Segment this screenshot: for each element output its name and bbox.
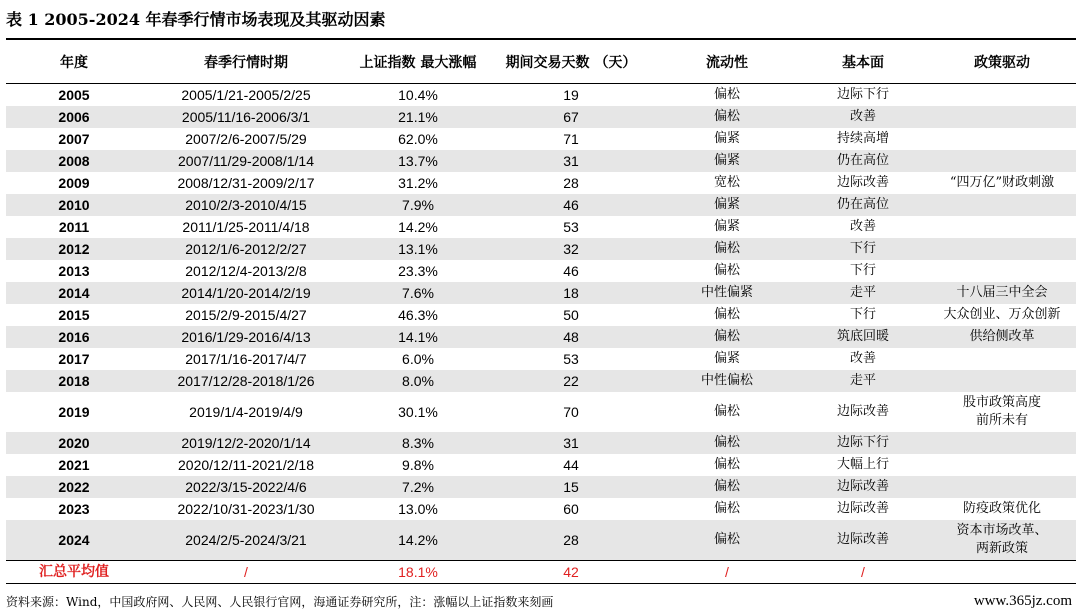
cell-policy <box>928 238 1076 260</box>
table-row <box>6 304 1076 326</box>
cell-days: 67 <box>486 106 656 128</box>
cell-policy <box>928 432 1076 454</box>
table-row <box>6 282 1076 304</box>
source-note: 资料来源：Wind，中国政府网、人民网、人民银行官网，海通证券研究所，注：涨幅以上证指数来刻画 <box>6 595 554 609</box>
cell-rise: 30.1% <box>398 404 438 420</box>
table-row <box>6 172 1076 194</box>
cell-period: 2011/1/25-2011/4/18 <box>182 219 310 235</box>
cell-period: 2007/11/29-2008/1/14 <box>142 150 350 172</box>
cell-policy-line2: 前所未有 <box>975 413 1028 428</box>
cell-policy <box>928 106 1076 128</box>
summary-row <box>6 561 1076 584</box>
cell-year: 2007 <box>58 131 90 147</box>
cell-policy <box>928 260 1076 282</box>
cell-year: 2017 <box>58 351 90 367</box>
cell-rise: 10.4% <box>398 87 438 103</box>
cell-policy <box>928 392 1076 432</box>
cell-liquidity: 偏松 <box>713 307 740 322</box>
table-row <box>6 476 1076 498</box>
cell-days: 53 <box>563 219 579 235</box>
cell-year: 2022 <box>6 476 142 498</box>
cell-period: 2014/1/20-2014/2/19 <box>142 282 350 304</box>
header-fundamental: 基本面 <box>798 42 928 84</box>
cell-period: 2017/12/28-2018/1/26 <box>142 370 350 392</box>
cell-year: 2014 <box>6 282 142 304</box>
cell-fundamental: 筑底回暖 <box>798 326 928 348</box>
cell-year: 2021 <box>58 457 90 473</box>
table-row <box>6 454 1076 476</box>
cell-days: 44 <box>563 457 579 473</box>
cell-year: 2005 <box>58 87 90 103</box>
cell-period: 2022/10/31-2023/1/30 <box>177 501 315 517</box>
top-rule <box>6 38 1076 40</box>
cell-liquidity: 偏松 <box>713 404 740 419</box>
cell-rise: 31.2% <box>398 175 438 191</box>
cell-year: 2012 <box>6 238 142 260</box>
header-liquidity: 流动性 <box>656 42 798 84</box>
summary-rise: 18.1% <box>350 561 486 584</box>
cell-year: 2023 <box>58 501 90 517</box>
cell-days: 70 <box>563 404 579 420</box>
cell-fundamental: 下行 <box>849 307 876 322</box>
cell-fundamental: 边际改善 <box>798 520 928 561</box>
cell-policy-line1: 大众创业、万众创新 <box>943 307 1061 322</box>
cell-days: 28 <box>486 520 656 561</box>
cell-days: 22 <box>486 370 656 392</box>
cell-year: 2018 <box>6 370 142 392</box>
header-period: 春季行情时期 <box>142 42 350 84</box>
cell-year: 2020 <box>6 432 142 454</box>
table-row <box>6 432 1076 454</box>
cell-policy-line1: 资本市场改革、 <box>956 523 1048 538</box>
cell-liquidity: 宽松 <box>713 175 740 190</box>
table-row <box>6 326 1076 348</box>
cell-policy-line2: 两新政策 <box>975 541 1028 556</box>
cell-year: 2016 <box>6 326 142 348</box>
header-rise-line2: 最大涨幅 <box>420 54 477 71</box>
summary-label: 汇总平均值 <box>6 561 142 584</box>
cell-fundamental: 大幅上行 <box>836 457 889 472</box>
cell-policy <box>928 172 1076 194</box>
cell-days: 18 <box>486 282 656 304</box>
cell-period: 2007/2/6-2007/5/29 <box>185 131 307 147</box>
cell-fundamental: 边际改善 <box>798 476 928 498</box>
cell-period: 2022/3/15-2022/4/6 <box>142 476 350 498</box>
cell-rise: 8.3% <box>350 432 486 454</box>
cell-days: 31 <box>486 150 656 172</box>
cell-rise: 13.7% <box>350 150 486 172</box>
summary-liquidity: / <box>656 561 798 584</box>
cell-policy-line1: 供给侧改革 <box>969 329 1035 344</box>
cell-liquidity: 偏紧 <box>656 150 798 172</box>
cell-fundamental: 持续高增 <box>836 131 889 146</box>
cell-liquidity: 偏松 <box>656 432 798 454</box>
cell-period: 2015/2/9-2015/4/27 <box>185 307 307 323</box>
cell-days: 32 <box>486 238 656 260</box>
header-rise <box>350 42 486 84</box>
table-row <box>6 498 1076 520</box>
cell-fundamental: 仍在高位 <box>798 150 928 172</box>
cell-policy <box>928 348 1076 370</box>
cell-fundamental: 边际改善 <box>836 501 889 516</box>
cell-days: 46 <box>486 194 656 216</box>
table-row <box>6 260 1076 282</box>
cell-rise: 14.1% <box>350 326 486 348</box>
cell-period: 2005/1/21-2005/2/25 <box>181 87 311 103</box>
header-row <box>6 42 1076 84</box>
cell-policy-line1: 股市政策高度 <box>962 395 1041 410</box>
cell-policy <box>928 476 1076 498</box>
cell-rise: 7.6% <box>350 282 486 304</box>
header-rise-line1: 上证指数 <box>359 54 416 71</box>
cell-rise: 23.3% <box>398 263 438 279</box>
cell-period: 2017/1/16-2017/4/7 <box>185 351 307 367</box>
cell-rise: 46.3% <box>398 307 438 323</box>
cell-period: 2012/12/4-2013/2/8 <box>185 263 307 279</box>
cell-liquidity: 偏紧 <box>713 131 740 146</box>
cell-rise: 8.0% <box>350 370 486 392</box>
table-row <box>6 348 1076 370</box>
cell-policy <box>928 498 1076 520</box>
cell-year: 2009 <box>58 175 90 191</box>
cell-liquidity: 偏松 <box>656 238 798 260</box>
cell-period: 2016/1/29-2016/4/13 <box>142 326 350 348</box>
table-row <box>6 216 1076 238</box>
cell-fundamental: 边际下行 <box>798 432 928 454</box>
cell-fundamental: 边际改善 <box>836 175 889 190</box>
header-policy: 政策驱动 <box>928 42 1076 84</box>
cell-policy <box>928 194 1076 216</box>
table-row <box>6 370 1076 392</box>
cell-days: 31 <box>486 432 656 454</box>
cell-policy <box>928 128 1076 150</box>
cell-period: 2005/11/16-2006/3/1 <box>142 106 350 128</box>
cell-period: 2020/12/11-2021/2/18 <box>178 457 314 473</box>
cell-policy-line1: 防疫政策优化 <box>962 501 1041 516</box>
cell-rise: 9.8% <box>402 457 434 473</box>
cell-year: 2019 <box>58 404 90 420</box>
cell-policy <box>928 370 1076 392</box>
cell-days: 60 <box>563 501 579 517</box>
cell-liquidity: 偏松 <box>713 87 740 102</box>
cell-fundamental: 走平 <box>798 370 928 392</box>
cell-rise: 21.1% <box>350 106 486 128</box>
cell-period: 2012/1/6-2012/2/27 <box>142 238 350 260</box>
cell-policy <box>928 150 1076 172</box>
cell-policy <box>928 216 1076 238</box>
header-days <box>486 42 656 84</box>
cell-period: 2008/12/31-2009/2/17 <box>177 175 315 191</box>
cell-policy-line1: “四万亿”财政刺激 <box>949 175 1055 190</box>
table-row <box>6 150 1076 172</box>
cell-days: 28 <box>563 175 579 191</box>
cell-liquidity: 偏松 <box>656 476 798 498</box>
cell-policy <box>928 520 1076 561</box>
cell-fundamental: 走平 <box>798 282 928 304</box>
cell-days: 48 <box>486 326 656 348</box>
cell-year: 2011 <box>58 219 90 235</box>
cell-period: 2019/12/2-2020/1/14 <box>142 432 350 454</box>
cell-days: 19 <box>563 87 579 103</box>
cell-year: 2010 <box>6 194 142 216</box>
table-body <box>6 84 1076 584</box>
table-row <box>6 128 1076 150</box>
cell-rise: 13.1% <box>350 238 486 260</box>
cell-liquidity: 偏紧 <box>713 351 740 366</box>
cell-rise: 7.2% <box>350 476 486 498</box>
summary-policy <box>928 561 1076 584</box>
cell-fundamental: 改善 <box>849 351 876 366</box>
cell-policy <box>928 304 1076 326</box>
header-days-line2: （天） <box>594 54 637 71</box>
table-title: 表 1 2005-2024 年春季行情市场表现及其驱动因素 <box>6 10 386 29</box>
summary-fundamental: / <box>798 561 928 584</box>
table-row <box>6 520 1076 561</box>
cell-liquidity: 偏松 <box>656 520 798 561</box>
table-row <box>6 238 1076 260</box>
cell-fundamental: 仍在高位 <box>798 194 928 216</box>
cell-fundamental: 改善 <box>849 219 876 234</box>
watermark: www.365jz.com <box>973 593 1072 609</box>
cell-liquidity: 偏松 <box>656 106 798 128</box>
cell-fundamental: 改善 <box>798 106 928 128</box>
cell-year: 2024 <box>6 520 142 561</box>
header-year: 年度 <box>6 42 142 84</box>
cell-period: 2010/2/3-2010/4/15 <box>142 194 350 216</box>
cell-policy-line1: 十八届三中全会 <box>956 285 1048 300</box>
cell-days: 53 <box>563 351 579 367</box>
cell-liquidity: 中性偏紧 <box>656 282 798 304</box>
cell-days: 46 <box>563 263 579 279</box>
cell-period: 2024/2/5-2024/3/21 <box>142 520 350 561</box>
cell-liquidity: 偏松 <box>713 457 740 472</box>
summary-days: 42 <box>486 561 656 584</box>
cell-rise: 14.2% <box>350 520 486 561</box>
cell-liquidity: 偏紧 <box>656 194 798 216</box>
cell-liquidity: 偏松 <box>713 263 740 278</box>
cell-liquidity: 中性偏松 <box>656 370 798 392</box>
cell-liquidity: 偏松 <box>713 501 740 516</box>
cell-rise: 6.0% <box>402 351 434 367</box>
table-row <box>6 84 1076 107</box>
cell-days: 15 <box>486 476 656 498</box>
cell-fundamental: 边际下行 <box>836 87 889 102</box>
cell-rise: 62.0% <box>398 131 438 147</box>
cell-days: 71 <box>563 131 579 147</box>
cell-fundamental: 边际改善 <box>836 404 889 419</box>
table-row <box>6 106 1076 128</box>
cell-policy <box>928 282 1076 304</box>
cell-year: 2015 <box>58 307 90 323</box>
cell-rise: 14.2% <box>398 219 438 235</box>
cell-year: 2013 <box>58 263 90 279</box>
cell-fundamental: 下行 <box>849 263 876 278</box>
table-row <box>6 392 1076 432</box>
cell-rise: 13.0% <box>398 501 438 517</box>
cell-period: 2019/1/4-2019/4/9 <box>189 404 303 420</box>
cell-liquidity: 偏松 <box>656 326 798 348</box>
table-row <box>6 194 1076 216</box>
cell-policy <box>928 326 1076 348</box>
cell-policy <box>928 454 1076 476</box>
header-days-line1: 期间交易天数 <box>505 54 590 71</box>
cell-fundamental: 下行 <box>798 238 928 260</box>
cell-year: 2008 <box>6 150 142 172</box>
cell-days: 50 <box>563 307 579 323</box>
cell-rise: 7.9% <box>350 194 486 216</box>
spring-rally-table <box>6 42 1076 584</box>
summary-period: / <box>142 561 350 584</box>
cell-liquidity: 偏紧 <box>713 219 740 234</box>
cell-policy <box>928 84 1076 107</box>
cell-year: 2006 <box>6 106 142 128</box>
